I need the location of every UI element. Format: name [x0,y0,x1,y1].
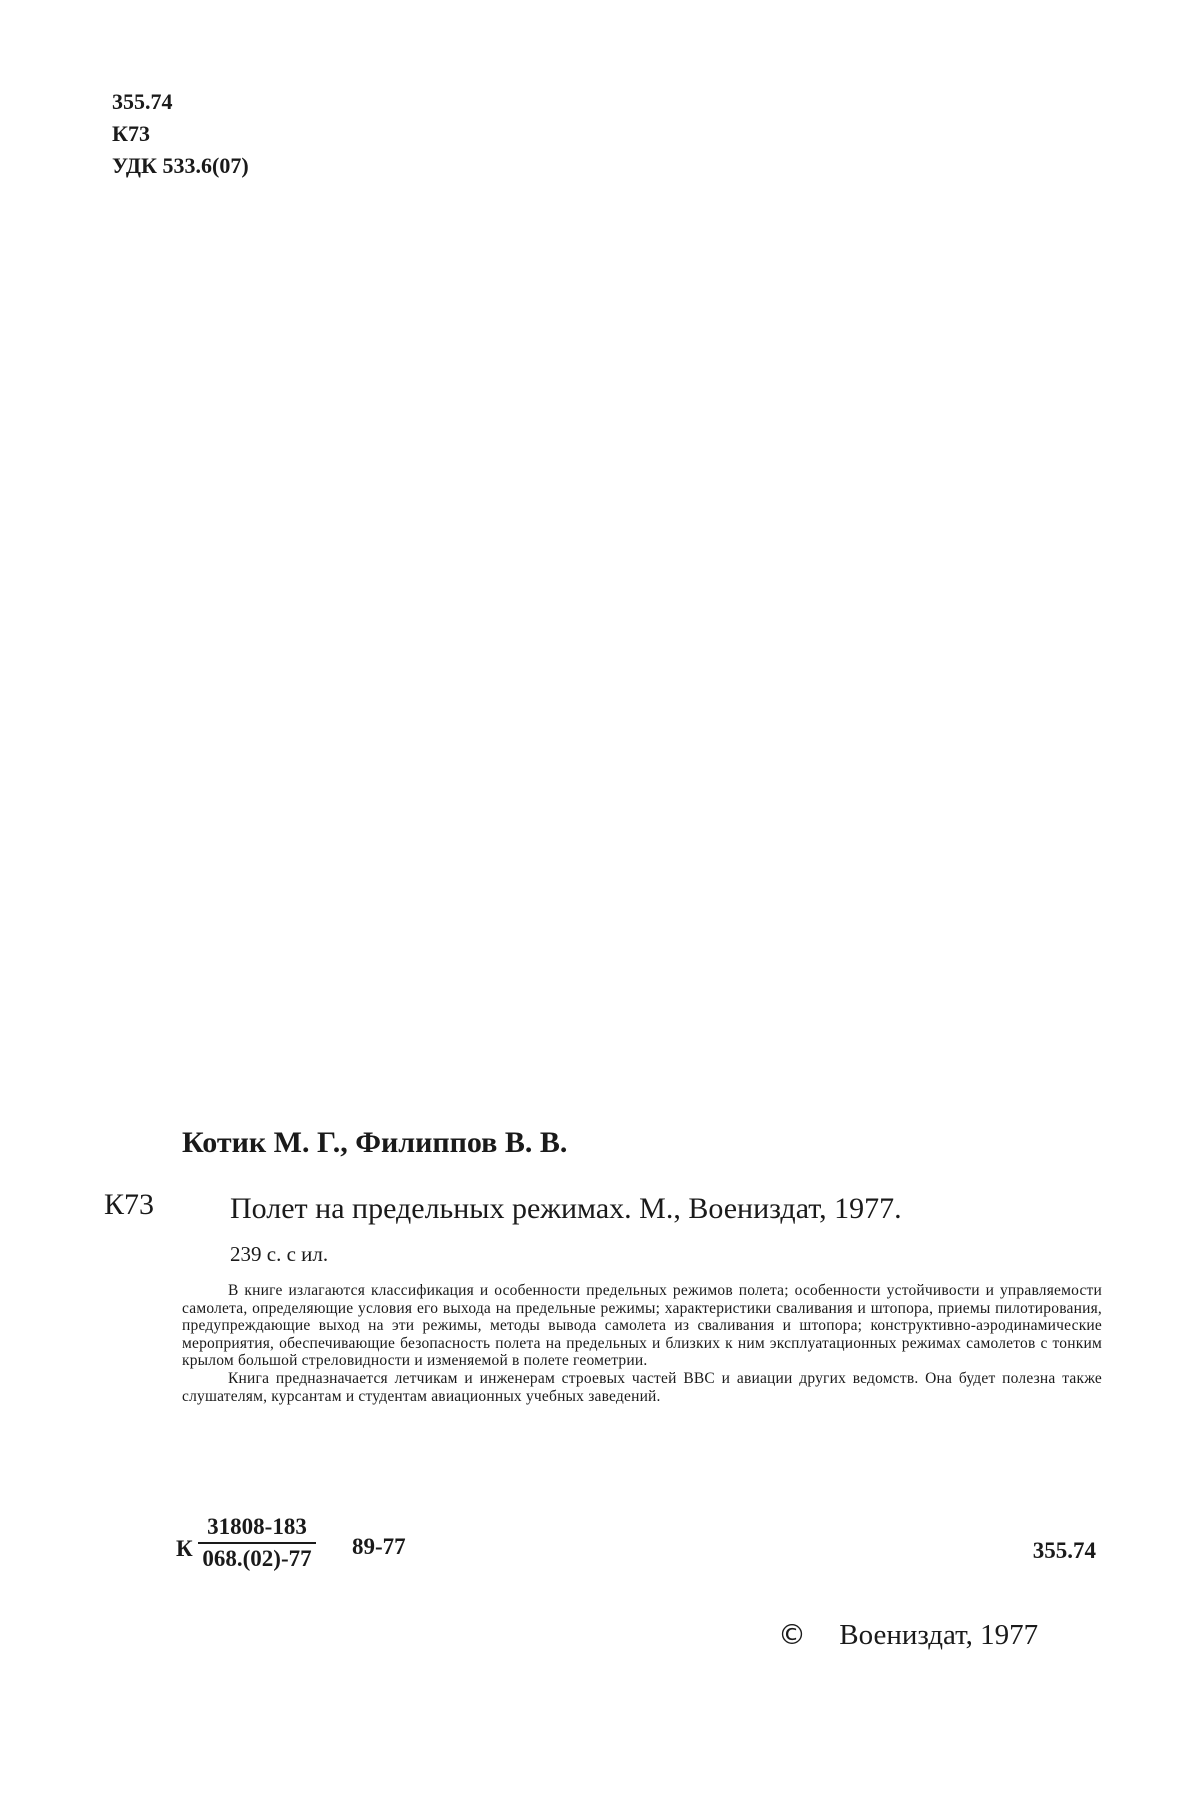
annotation [182,1282,1102,1405]
pages-info: 239 с. с ил. [230,1242,329,1266]
udk-code: УДК 533.6(07) [112,153,249,178]
annotation-paragraph: В книге излагаются классификация и особенности предельных режимов полета; особенности устойчивости и управляемости самолета, определяющие условия его выхода на предельные режимы; характеристики сваливания и штопора, приемы пилотирования, предупреждающие выход на эти режимы, методы вывода самолета из сваливания и штопора; конструктивно-аэродинамические мероприятия, обеспечивающие безопасность полета на предельных и близких к ним эксплуатационных режимах самолетов с тонким крылом большой стреловидности и изменяемой в полете геометрии. [182,1282,1102,1370]
classification-right-code: 355.74 [1032,1538,1096,1563]
author-mark: К73 [112,121,150,146]
annotation-paragraph: Книга предназначается летчикам и инженерам строевых частей ВВС и авиации других ведомств. Она будет полезна также слушателям, курсантам и студентам авиационных учебных заведений. [182,1369,1102,1405]
classification-block [176,1514,1096,1584]
copyright [778,1618,1038,1652]
author-index: К73 [104,1188,155,1221]
book-title-line: Полет на предельных режимах. М., Воениздат, 1977. [230,1192,902,1225]
bbk-code: 355.74 [112,89,173,114]
copyright-text: Воениздат, 1977 [839,1619,1039,1651]
classification-code: 89-77 [352,1534,406,1559]
catalog-block [112,86,249,182]
copyright-icon: © [778,1618,806,1651]
classification-prefix: К [176,1536,193,1561]
fraction-denominator: 068.(02)-77 [202,1546,312,1571]
fraction-numerator: 31808-183 [198,1514,316,1544]
authors: Котик М. Г., Филиппов В. В. [182,1126,568,1159]
classification-fraction [198,1514,316,1572]
